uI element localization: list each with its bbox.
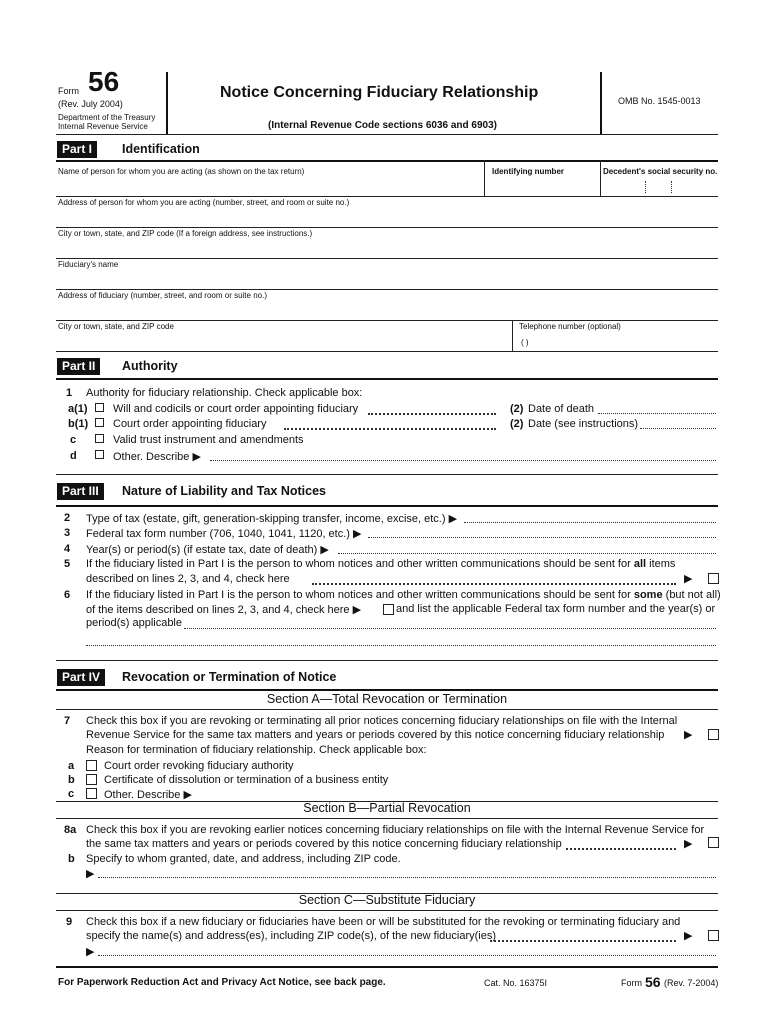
trust-instrument-text: Valid trust instrument and amendments bbox=[113, 434, 304, 446]
line-7-text-b: Revenue Service for the same tax matters and years or periods covered by this notice concerning fiduciary relationship bbox=[86, 729, 665, 741]
other-termination-checkbox[interactable] bbox=[86, 788, 97, 799]
person-name-field[interactable] bbox=[58, 177, 484, 195]
section-b-header bbox=[56, 801, 718, 817]
other-authority-checkbox[interactable] bbox=[95, 450, 104, 459]
other-authority-field[interactable] bbox=[210, 460, 716, 461]
person-address-label: Address of person for whom you are acting (number, street, and room or suite no.) bbox=[58, 198, 350, 207]
line-7-arrow: ▶ bbox=[684, 729, 693, 741]
section-c-title: Section C—Substitute Fiduciary bbox=[298, 893, 476, 907]
line-1-number: 1 bbox=[66, 387, 73, 399]
line-1-text: Authority for fiduciary relationship. Check applicable box: bbox=[86, 387, 363, 399]
line-5-text-a: If the fiduciary listed in Part I is the person to whom notices and other written communications should be sent for bbox=[86, 558, 631, 570]
line-1c-label: c bbox=[70, 434, 77, 446]
identifying-number-label: Identifying number bbox=[492, 167, 564, 176]
decedent-ssn-field[interactable] bbox=[603, 177, 717, 195]
line-1b2-number: (2) bbox=[510, 418, 524, 430]
line-6-text-c: of the items described on lines 2, 3, and 4, check here ▶ bbox=[86, 604, 362, 616]
line-7b-text: Certificate of dissolution or termination of a business entity bbox=[104, 774, 389, 786]
line-8a-number: 8a bbox=[64, 824, 77, 836]
part-4-title: Revocation or Termination of Notice bbox=[122, 670, 337, 684]
court-order-revoking-checkbox[interactable] bbox=[86, 760, 97, 771]
date-of-death-field[interactable] bbox=[598, 413, 716, 414]
person-address-field[interactable] bbox=[58, 209, 716, 226]
court-order-date-field[interactable] bbox=[640, 428, 716, 429]
section-a-header bbox=[56, 692, 718, 708]
all-items-checkbox[interactable] bbox=[708, 573, 719, 584]
line-9-text-b: specify the name(s) and address(es), including ZIP code(s), of the new fiduciary(ies) bbox=[86, 930, 497, 942]
telephone-label: Telephone number (optional) bbox=[519, 322, 621, 331]
line-9-text-a: Check this box if a new fiduciary or fiduciaries have been or will be substituted for the revoking or terminating fiduciary and bbox=[86, 916, 681, 928]
will-codicils-text: Will and codicils or court order appointing fiduciary bbox=[113, 403, 359, 415]
line-5-text-b: items bbox=[649, 558, 676, 570]
footer-revision: (Rev. 7-2004) bbox=[664, 978, 719, 988]
line-6-number: 6 bbox=[64, 589, 71, 601]
will-codicils-checkbox[interactable] bbox=[95, 403, 104, 412]
part-2-badge: Part II bbox=[57, 358, 100, 375]
line-5-bold: all bbox=[633, 558, 647, 570]
identifying-number-field[interactable] bbox=[488, 177, 596, 195]
total-revocation-checkbox[interactable] bbox=[708, 729, 719, 740]
part-2-title: Authority bbox=[122, 359, 178, 373]
form-subtitle: (Internal Revenue Code sections 6036 and 6903) bbox=[268, 120, 497, 131]
line-7b-label: b bbox=[68, 774, 75, 786]
person-city-label: City or town, state, and ZIP code (If a foreign address, see instructions.) bbox=[58, 229, 313, 238]
line-6-bold: some bbox=[633, 589, 663, 601]
court-order-text: Court order appointing fiduciary bbox=[113, 418, 267, 430]
line-8a-text-a: Check this box if you are revoking earlier notices concerning fiduciary relationships on file with the Internal Revenue Service for bbox=[86, 824, 705, 836]
fiduciary-city-label: City or town, state, and ZIP code bbox=[58, 322, 174, 331]
applicable-periods-field-2[interactable] bbox=[86, 645, 716, 646]
fiduciary-name-label: Fiduciary's name bbox=[58, 260, 119, 269]
line-6-text bbox=[86, 589, 721, 601]
form-title: Notice Concerning Fiduciary Relationship bbox=[220, 84, 539, 101]
department-line: Department of the Treasury bbox=[58, 113, 156, 122]
line-9-arrow: ▶ bbox=[684, 930, 693, 942]
tax-type-field[interactable] bbox=[464, 522, 716, 523]
substitute-fiduciary-checkbox[interactable] bbox=[708, 930, 719, 941]
section-b-title: Section B—Partial Revocation bbox=[303, 801, 471, 815]
line-7c-label: c bbox=[68, 788, 75, 800]
fiduciary-address-field[interactable] bbox=[58, 302, 716, 319]
agency-line: Internal Revenue Service bbox=[58, 122, 148, 131]
line-7-text-a: Check this box if you are revoking or terminating all prior notices concerning fiduciary relationships on file with the Internal bbox=[86, 715, 678, 727]
line-8b-text: Specify to whom granted, date, and address, including ZIP code. bbox=[86, 853, 401, 865]
years-periods-field[interactable] bbox=[338, 553, 716, 554]
line-6-text-a: If the fiduciary listed in Part I is the person to whom notices and other written communications should be sent for bbox=[86, 589, 631, 601]
line-8b-arrow: ▶ bbox=[86, 868, 95, 880]
telephone-field[interactable]: ( ) bbox=[521, 338, 529, 347]
part-1-badge: Part I bbox=[57, 141, 97, 158]
applicable-periods-field[interactable] bbox=[184, 628, 716, 629]
section-a-title: Section A—Total Revocation or Termination bbox=[266, 692, 508, 706]
line-5-text bbox=[86, 558, 675, 570]
footer-form-label: Form bbox=[621, 978, 642, 988]
line-9-arrow-2: ▶ bbox=[86, 946, 95, 958]
line-8a-arrow: ▶ bbox=[684, 838, 693, 850]
part-3-title: Nature of Liability and Tax Notices bbox=[122, 484, 326, 498]
line-8a-text-b: the same tax matters and years or periods covered by this notice concerning fiduciary relationship bbox=[86, 838, 562, 850]
decedent-ssn-label: Decedent's social security no. bbox=[603, 167, 718, 176]
paperwork-notice: For Paperwork Reduction Act and Privacy Act Notice, see back page. bbox=[58, 977, 386, 988]
line-7-text-c: Reason for termination of fiduciary relationship. Check applicable box: bbox=[86, 744, 427, 756]
other-describe-text: Other. Describe ▶ bbox=[113, 451, 201, 463]
years-periods-text: Year(s) or period(s) (if estate tax, date of death) ▶ bbox=[86, 544, 329, 556]
partial-revocation-checkbox[interactable] bbox=[708, 837, 719, 848]
line-7a-label: a bbox=[68, 760, 75, 772]
line-1a1-label: a(1) bbox=[68, 403, 88, 415]
line-1a2-number: (2) bbox=[510, 403, 524, 415]
fiduciary-city-field[interactable] bbox=[58, 333, 508, 350]
form-label: Form bbox=[58, 86, 79, 96]
person-name-label: Name of person for whom you are acting (as shown on the tax return) bbox=[58, 167, 305, 176]
person-city-field[interactable] bbox=[58, 240, 716, 257]
line-2-number: 2 bbox=[64, 512, 71, 524]
line-6-text-e: period(s) applicable bbox=[86, 617, 182, 629]
line-4-number: 4 bbox=[64, 543, 71, 555]
part-1-title: Identification bbox=[122, 142, 200, 156]
some-items-checkbox[interactable] bbox=[383, 604, 394, 615]
part-4-badge: Part IV bbox=[57, 669, 105, 686]
line-5-arrow: ▶ bbox=[684, 573, 693, 585]
omb-number: OMB No. 1545-0013 bbox=[618, 96, 701, 106]
line-8b-number: b bbox=[68, 853, 75, 865]
certificate-dissolution-checkbox[interactable] bbox=[86, 774, 97, 785]
footer-form-number: 56 bbox=[645, 974, 661, 990]
new-fiduciary-field[interactable] bbox=[98, 955, 716, 956]
tax-type-text: Type of tax (estate, gift, generation-skipping transfer, income, excise, etc.) ▶ bbox=[86, 513, 458, 525]
line-6-text-b: (but not all) bbox=[665, 589, 721, 601]
line-7a-text: Court order revoking fiduciary authority bbox=[104, 760, 294, 772]
trust-instrument-checkbox[interactable] bbox=[95, 434, 104, 443]
line-1b1-label: b(1) bbox=[68, 418, 89, 430]
line-7c-text: Other. Describe ▶ bbox=[104, 789, 192, 801]
fiduciary-name-field[interactable] bbox=[58, 271, 716, 288]
tax-form-number-field[interactable] bbox=[368, 537, 716, 538]
form-revision: (Rev. July 2004) bbox=[58, 99, 123, 109]
court-order-checkbox[interactable] bbox=[95, 418, 104, 427]
date-of-death-text: Date of death bbox=[528, 403, 595, 415]
line-9-number: 9 bbox=[66, 916, 73, 928]
granted-to-field[interactable] bbox=[98, 877, 716, 878]
part-3-badge: Part III bbox=[57, 483, 104, 500]
line-7-number: 7 bbox=[64, 715, 71, 727]
fiduciary-address-label: Address of fiduciary (number, street, and room or suite no.) bbox=[58, 291, 267, 300]
other-termination-field[interactable] bbox=[200, 786, 716, 800]
form-number-text: Federal tax form number (706, 1040, 1041, 1120, etc.) ▶ bbox=[86, 528, 362, 540]
line-6-text-d: and list the applicable Federal tax form number and the year(s) or bbox=[396, 603, 716, 615]
line-1d-label: d bbox=[70, 450, 77, 462]
section-c-header bbox=[56, 893, 718, 909]
date-instructions-text: Date (see instructions) bbox=[528, 418, 639, 430]
form-number: 56 bbox=[88, 66, 120, 97]
line-5-number: 5 bbox=[64, 558, 71, 570]
line-3-number: 3 bbox=[64, 527, 71, 539]
line-5-text-c: described on lines 2, 3, and 4, check here bbox=[86, 573, 290, 585]
catalog-number: Cat. No. 16375I bbox=[484, 978, 548, 988]
